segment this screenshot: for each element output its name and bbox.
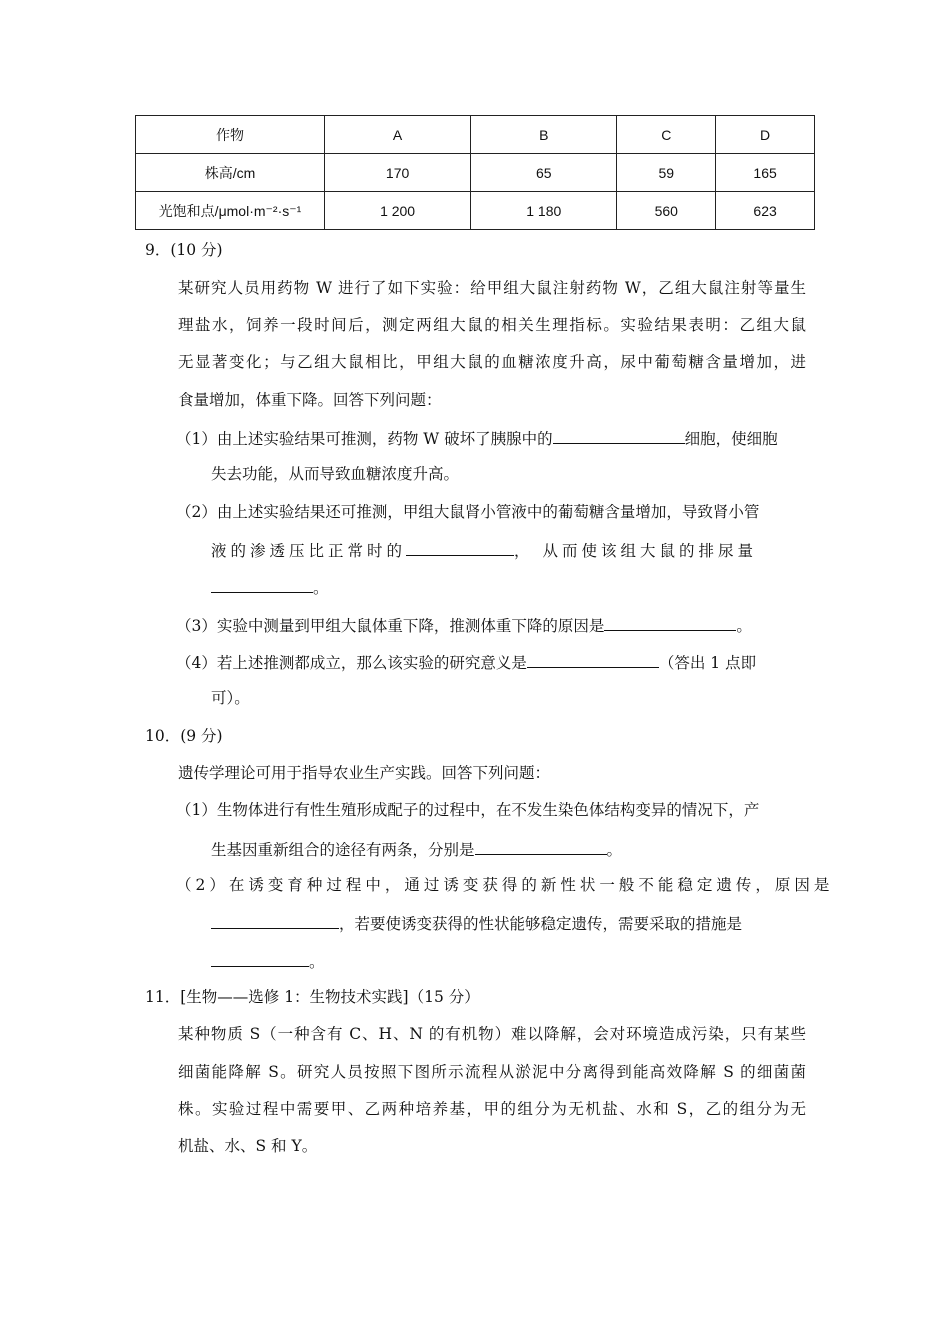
table-header-cell: 作物 <box>136 116 325 154</box>
q10-sub1-text: 。 <box>606 841 623 859</box>
table-row <box>136 154 815 192</box>
q9-sub1-cont: 失去功能，从而导致血糖浓度升高。 <box>211 465 460 483</box>
answer-blank[interactable] <box>211 912 339 929</box>
q10-sub2-text: （2）在诱变育种过程中，通过诱变获得的新性状一般不能稳定遗传，原因是 <box>176 876 834 894</box>
q9-sub2-text: 液的渗透压比正常时的 <box>211 542 407 560</box>
crop-table <box>135 115 815 230</box>
q9-number: 9．(10 分) <box>145 241 223 259</box>
q10-sub2-line <box>176 875 833 895</box>
answer-blank[interactable] <box>211 576 313 593</box>
q9-sub2-line: （2）由上述实验结果还可推测，甲组大鼠肾小管液中的葡萄糖含量增加，导致肾小管 <box>176 503 760 521</box>
q9-intro-line: 理盐水，饲养一段时间后，测定两组大鼠的相关生理指标。实验结果表明：乙组大鼠 <box>178 316 806 334</box>
q9-sub2-cont <box>211 539 757 561</box>
table-header-cell: A <box>325 116 471 154</box>
table-cell: 560 <box>617 192 716 230</box>
q9-sub2-text: 。 <box>313 579 329 597</box>
q9-sub3-text: 。 <box>736 617 752 635</box>
q9-sub4-cont: 可）。 <box>211 689 250 707</box>
q9-intro-line: 无显著变化；与乙组大鼠相比，甲组大鼠的血糖浓度升高，尿中葡萄糖含量增加，进 <box>178 353 806 371</box>
q9-sub4-line <box>176 651 756 673</box>
table-cell: 165 <box>716 154 815 192</box>
q10-sub2-cont <box>211 950 325 972</box>
q9-sub1-text: 细胞，使细胞 <box>684 430 778 448</box>
table-cell: 光饱和点/μmol·m⁻²·s⁻¹ <box>136 192 325 230</box>
q9-sub2-cont <box>211 576 329 598</box>
q11-intro-line: 细菌能降解 S。研究人员按照下图所示流程从淤泥中分离得到能高效降解 S 的细菌菌 <box>178 1063 806 1081</box>
answer-blank[interactable] <box>211 950 309 967</box>
table-row <box>136 192 815 230</box>
table-cell: 株高/cm <box>136 154 325 192</box>
q10-sub2-text: 。 <box>309 953 325 971</box>
q11-intro-line: 机盐、水、S 和 Y。 <box>178 1137 318 1155</box>
q10-sub1-line: （1）生物体进行有性生殖形成配子的过程中，在不发生染色体结构变异的情况下，产 <box>176 801 760 819</box>
table-cell: 59 <box>617 154 716 192</box>
answer-blank[interactable] <box>527 651 659 668</box>
q10-sub1-text: 生基因重新组合的途径有两条，分别是 <box>211 841 475 859</box>
answer-blank[interactable] <box>406 539 514 556</box>
q10-intro: 遗传学理论可用于指导农业生产实践。回答下列问题： <box>178 764 551 782</box>
table-cell: 65 <box>471 154 617 192</box>
table-cell: 623 <box>716 192 815 230</box>
q9-sub4-text: （答出 1 点即 <box>658 654 757 672</box>
q11-intro-line: 某种物质 S（一种含有 C、H、N 的有机物）难以降解，会对环境造成污染，只有某些 <box>178 1025 806 1043</box>
table-cell: 1 180 <box>471 192 617 230</box>
q10-sub1-cont <box>211 838 622 860</box>
q9-sub4-text: （4）若上述推测都成立，那么该实验的研究意义是 <box>176 654 527 672</box>
table-header-cell: D <box>716 116 815 154</box>
table-header-cell: C <box>617 116 716 154</box>
table-header-cell: B <box>471 116 617 154</box>
q10-sub2-cont <box>211 912 742 934</box>
q9-sub3-text: （3）实验中测量到甲组大鼠体重下降，推测体重下降的原因是 <box>176 617 605 635</box>
q9-sub1-text: （1）由上述实验结果可推测，药物 W 破坏了胰腺中的 <box>176 430 553 448</box>
q11-number: 11．[生物——选修 1：生物技术实践]（15 分） <box>145 988 480 1006</box>
q9-intro-line: 食量增加，体重下降。回答下列问题： <box>178 391 442 409</box>
answer-blank[interactable] <box>604 614 736 631</box>
table-cell: 170 <box>325 154 471 192</box>
q9-sub1-line <box>176 427 778 449</box>
q10-number: 10．(9 分) <box>145 727 223 745</box>
q9-sub2-text: ， 从而使该组大鼠的排尿量 <box>514 542 757 560</box>
table-header-row <box>136 116 815 154</box>
q10-sub2-text: ，若要使诱变获得的性状能够稳定遗传，需要采取的措施是 <box>339 915 743 933</box>
q9-intro-line: 某研究人员用药物 W 进行了如下实验：给甲组大鼠注射药物 W，乙组大鼠注射等量生 <box>178 279 806 297</box>
answer-blank[interactable] <box>553 427 685 444</box>
table-cell: 1 200 <box>325 192 471 230</box>
q9-sub3-line <box>176 614 752 636</box>
q11-intro-line: 株。实验过程中需要甲、乙两种培养基，甲的组分为无机盐、水和 S，乙的组分为无 <box>178 1100 806 1118</box>
answer-blank[interactable] <box>475 838 607 855</box>
